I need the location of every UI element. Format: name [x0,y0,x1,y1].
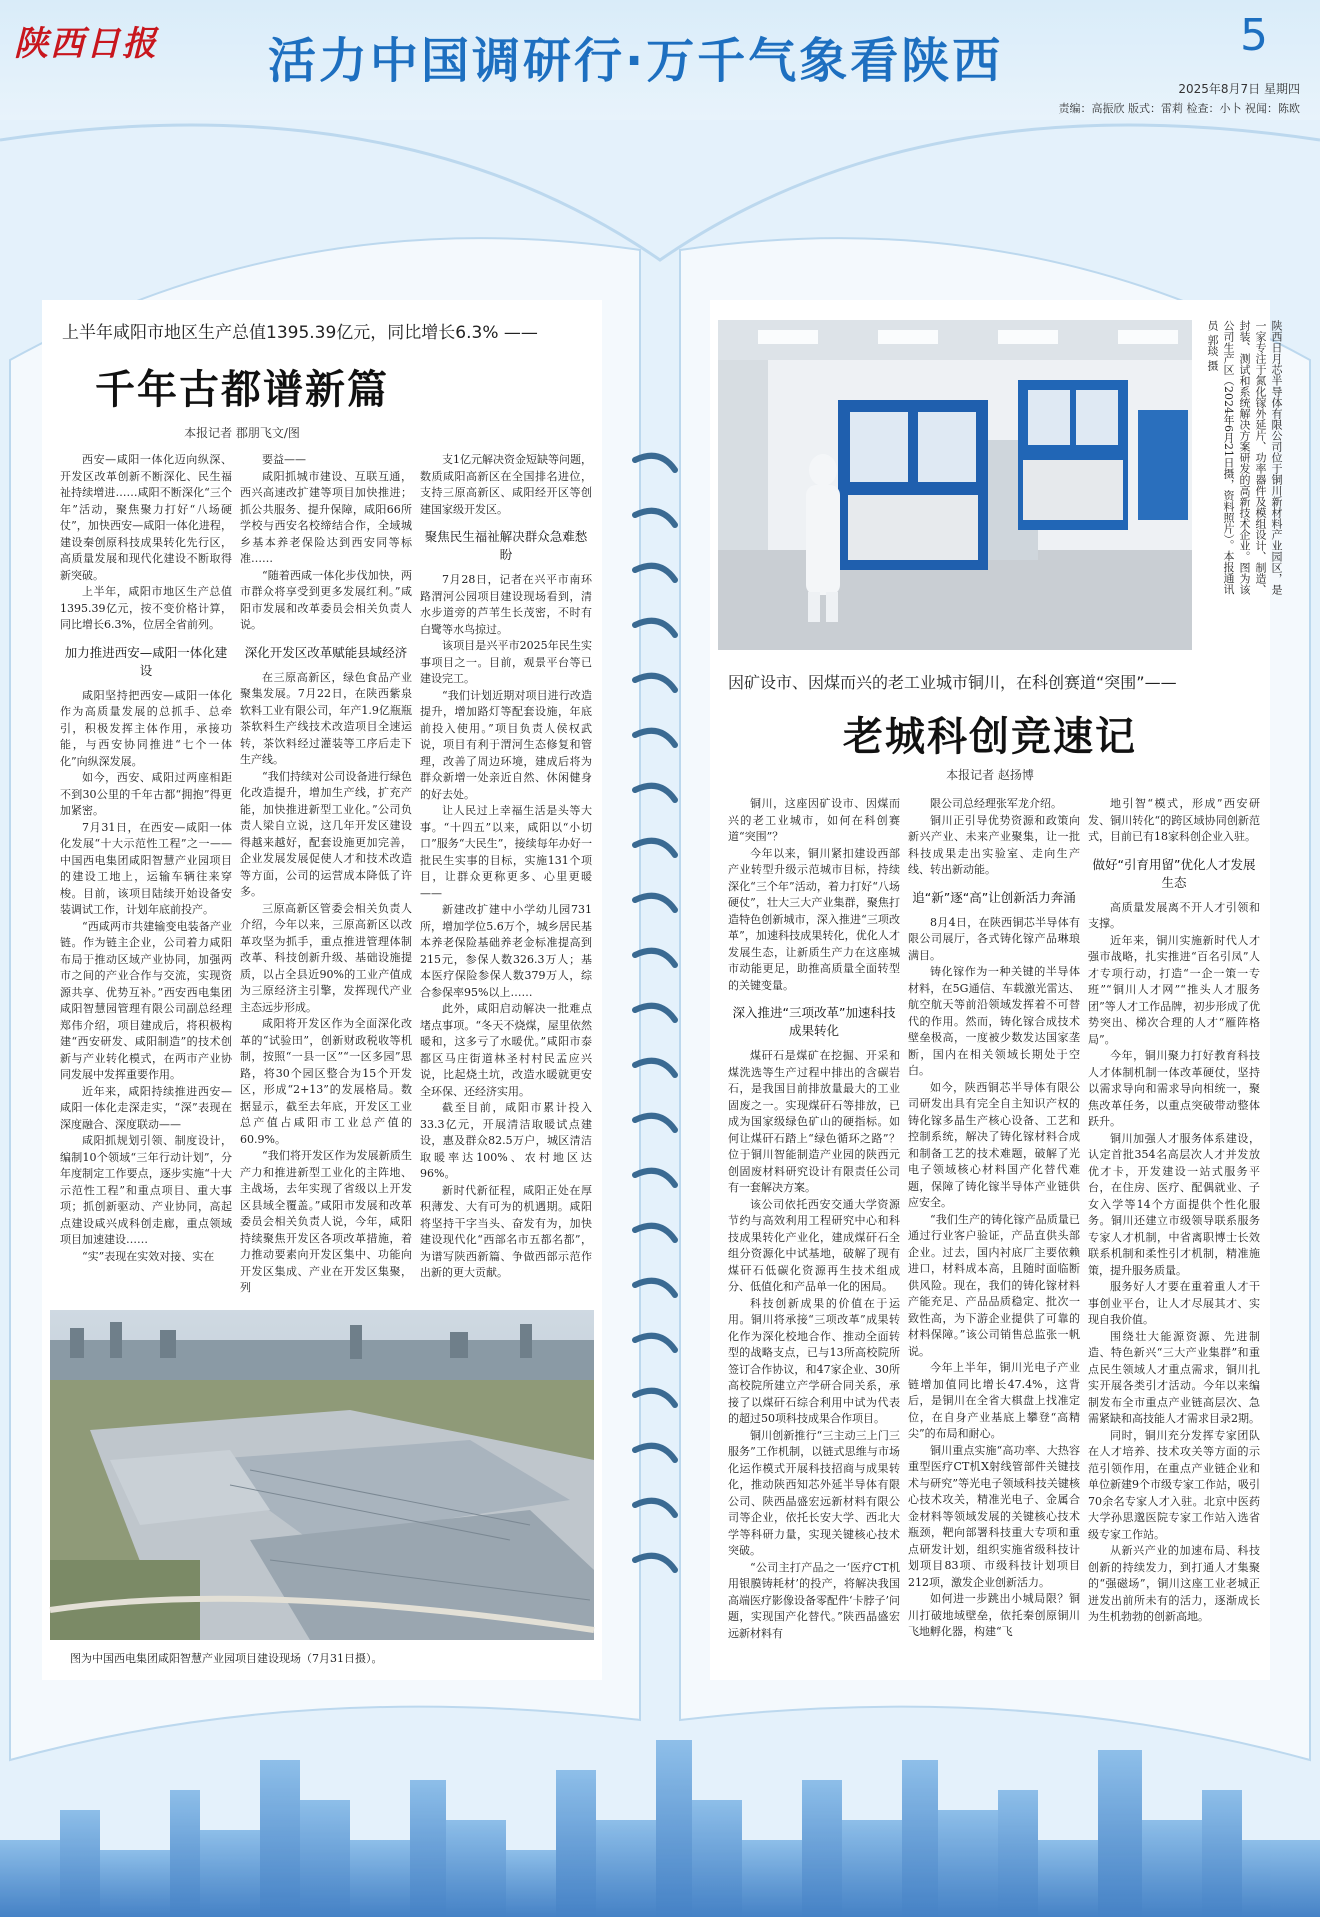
paragraph: 铜川正引导优势资源和政策向新兴产业、未来产业聚集，让一批科技成果走出实验室、走向生产线、转出新动能。 [908,813,1080,876]
paragraph: 新建改扩建中小学幼儿园731所，增加学位5.6万个，城乡居民基本养老保险基础养老金标准提高到215元，参保人数326.3万人；基本医疗保险参保人数379万人，综合参保率95%以上…… [420,903,592,999]
paragraph: 8月4日，在陕西铜芯半导体有限公司展厅，各式铸化镓产品琳琅满目。 [908,915,1080,962]
left-headline: 千年古都谱新篇 [95,367,389,413]
paragraph: “我们持续对公司设备进行绿色化改造提升，增加生产线，扩充产能，加快推进新型工业化。”公司负责人梁自立说，这几年开发区建设得越来越好，配套设施更加完善，企业发展发展促使人才和技术改造等方面，公司的运营成本降低了许多。 [240,769,412,898]
paragraph: 今年，铜川聚力打好教育科技人才体制机制一体改革硬仗，坚持以需求导向和需求导向相统一，聚焦改革任务，以重点突破带动整体跃升。 [1088,1049,1260,1128]
paragraph: 上半年，咸阳市地区生产总值1395.39亿元，按不变价格计算，同比增长6.3%，位居全省前列。 [60,585,232,631]
left-kicker: 上半年咸阳市地区生产总值1395.39亿元，同比增长6.3% —— [62,323,538,343]
paragraph: 咸阳抓城市建设、互联互通，西兴高速改扩建等项目加快推进；抓公共服务、提升保障，咸阳66所学校与西安名校缔结合作，全域城乡基本养老保险达到西安同等标准…… [240,469,412,565]
page-number: 5 [1240,10,1268,61]
paragraph: 煤矸石是煤矿在挖掘、开采和煤洗选等生产过程中排出的含碳岩石，是我国目前排放量最大的工业固废之一。实现煤矸石等排放，已成为国家级绿色矿山的硬指标。如何让煤矸石踏上“绿色循环之路”？位于铜川智能制造产业园的陕西元创固废材料研究设计有限责任公司有一套解决方案。 [728,1049,900,1194]
paragraph: 咸阳抓规划引领、制度设计，编制10个领域“三年行动计划”，分年度制定工作要点，逐步实施“十大示范性工程”和重点项目、重大事项；抓创新驱动、产业协同，高起点建设咸兴成科创走廊，重点领域项目加速建设…… [60,1134,232,1246]
paragraph: 咸阳坚持把西安—咸阳一体化作为高质量发展的总抓手、总牵引，积极发挥主体作用，承接功能，与西安协同推进“七个一体化”向纵深发展。 [60,688,232,768]
right-subheading-2: 追“新”逐“高”让创新活力奔涌 [912,889,1076,905]
paragraph: 服务好人才要在重着重人才干事创业平台，让人才尽展其才、实现自我价值。 [1088,1280,1260,1326]
paragraph: 铜川创新推行“三主动三上门三服务”工作机制，以链式思维与市场化运作模式开展科技招商与成果转化，推动陕西知芯外延半导体有限公司、陕西晶盛宏远新材料有限公司等企业，依托长安大学、西北大学等科研力量，实现关键核心技术突破。 [728,1428,900,1557]
paragraph: 围绕壮大能源资源、先进制造、特色新兴“三大产业集群”和重点民生领域人才重点需求，铜川扎实开展各类引才活动。今年以来编制发布全市重点产业链高层次、急需紧缺和高技能人才需求目录2期。 [1088,1329,1260,1425]
paragraph: 高质量发展离不开人才引领和支撑。 [1088,900,1260,930]
paragraph: 西安—咸阳一体化迈向纵深、开发区改革创新不断深化、民生福祉持续增进……咸阳不断深化“三个年”活动，聚焦聚力打好“八场硬仗”，加快西安—咸阳一体化进程，建设秦创原科技成果转化先行区，高质量发展和现代化建设不断取得新突破。 [60,453,232,582]
left-subheading-2: 深化开发区改革赋能县域经济 [244,644,408,660]
newspaper-logo: 陕西日报 [14,24,158,64]
editor-credits: 责编：高振欣 版式：雷莉 检查：小卜 祝闻：陈欧 [1058,102,1300,115]
paragraph: 7月31日，在西安—咸阳一体化发展“十大示范性工程”之一——中国西电集团咸阳智慧产业园项目的建设工地上，运输车辆往来穿梭。目前，该项目陆续开始设备安装调试工作，计划年底前投产。 [60,820,232,916]
right-headline: 老城科创竞速记 [843,714,1137,760]
paragraph: 要益—— [262,453,306,466]
right-photo-caption: 陕西日月芯半导体有限公司位于铜川新材料产业园区，是一家专注于氮化镓外延片、功率器件及模组设计、制造、封装、测试和系统解决方案研发的高新技术企业。图为该公司生产区（2024年6月21日摄，资料照片）。本报通讯员 郭琰 摄 [1206,320,1283,595]
paragraph: 近年来，咸阳持续推进西安—咸阳一体化走深走实，“深”表现在深度融合、深度联动—— [60,1084,232,1131]
left-photo-caption: 图为中国西电集团咸阳智慧产业园项目建设现场（7月31日摄）。 [70,1652,383,1665]
paragraph: 铜川，这座因矿设市、因煤而兴的老工业城市，如何在科创赛道“突围”？ [728,797,900,843]
left-byline: 本报记者 郡朋飞文/图 [184,426,300,440]
paragraph: 铸化镓作为一种关键的半导体材料，在5G通信、车载激光雷达、航空航天等前沿领域发挥着不可替代的作用。然而，铸化镓合成技术壁垒极高，一度被少数发达国家垄断，国内在相关领域长期处于空白。 [908,965,1080,1077]
paragraph: 该公司依托西安交通大学资源节约与高效利用工程研究中心和科技成果转化产业化，建成煤矸石全组分资源化中试基地，破解了现有煤矸石低碳化资源再生技术组成分、低值化和产品单一化的困局。 [728,1197,900,1293]
right-column-1 [728,796,900,1640]
paragraph: 科技创新成果的价值在于运用。铜川将承接“三项改革”成果转化作为深化校地合作、推动全面转型的战略支点，已与13所高校院所签订合作协议，和47家企业、30所高校院所建立产学研合同关系，承接了以煤矸石综合利用中试为代表的超过50项科技成果合作项目。 [728,1296,900,1425]
paragraph: “随着西咸一体化步伐加快，两市群众将享受到更多发展红利。”咸阳市发展和改革委员会相关负责人说。 [240,568,412,631]
paragraph: “公司主打产品之一‘医疗CT机用银膜铸耗材’的投产，将解决我国高端医疗影像设备零配件‘卡脖子’问题，实现国产化替代。”陕西晶盛宏远新材料有 [728,1560,900,1640]
paragraph: 同时，铜川充分发挥专家团队在人才培养、技术攻关等方面的示范引领作用，在重点产业链企业和单位新建9个市级专家工作站，吸引70余名专家人才入驻。北京中医药大学孙思邈医院专家工作站入选省级专家工作站。 [1088,1428,1260,1541]
paragraph: “西咸两市共建输变电装备产业链。作为链主企业，公司着力咸阳布局于推动区域产业协同，加强两市之间的产业合作与交流，实现资源共享、优势互补。”西安西电集团咸阳智慧园管理有限公司副总经理郑伟介绍，项目建成后，将积极构建“西安研发、咸阳制造”的技术创新与产业转化模式，在两市产业协同发展中发挥重要作用。 [60,919,232,1081]
right-byline: 本报记者 赵扬博 [946,768,1034,782]
paragraph: 让人民过上幸福生活是头等大事。“十四五”以来，咸阳以“小切口”服务“大民生”，接续每年办好一批民生实事的目标，实施131个项目，让群众更称更多、心里更暖—— [420,804,592,900]
paragraph: 铜川加强人才服务体系建设，认定首批354名高层次人才并发放优才卡，开发建设一站式服务平台，在住房、医疗、配偶就业、子女入学等14个方面提供个性化服务。铜川还建立市级领导联系服务专家人才机制，中省离职博士长效联系机制和柔性引才机制，精准施策，提升服务质量。 [1088,1131,1260,1277]
right-subheading-3: 做好“引育用留”优化人才发展生态 [1092,856,1256,890]
paragraph: 今年上半年，铜川光电子产业链增加值同比增长47.4%，这背后，是铜川在全省大棋盘上找准定位，在自身产业基底上攀登“高精尖”的布局和耐心。 [908,1361,1080,1440]
dateline: 2025年8月7日 星期四 [1178,82,1300,96]
paragraph: 咸阳将开发区作为全面深化改革的“试验田”，创新财政税收等机制，按照“一县一区”“一区多园”思路，将30个园区整合为15个开发区，形成“2+13”的发展格局。数据显示，截至去年底，开发区工业总产值占咸阳市工业总产值的60.9%。 [240,1017,412,1146]
section-banner: 活力中国调研行·万千气象看陕西 [268,33,1004,89]
left-subheading-1: 加力推进西安—咸阳一体化建设 [64,644,228,678]
left-column-3 [420,452,592,1279]
paragraph: 在三原高新区，绿色食品产业聚集发展。7月22日，在陕西紫泉软料工业有限公司，年产1.9亿瓶瓶茶软料生产线技术改造项目全速运转，茶饮料经过灌装等工序后走下生产线。 [240,670,412,766]
left-article [42,300,602,1680]
paragraph: 该项目是兴平市2025年民生实事项目之一。目前，观景平台等已建设完工。 [420,639,592,685]
paragraph: “我们将开发区作为发展新质生产力和推进新型工业化的主阵地、主战场，去年实现了省级以上开发区县域全覆盖。”咸阳市发展和改革委员会相关负责人说，今年，咸阳持续聚焦开发区各项改革措施，着力推动要素向开发区集中、功能向开发区集成、产业在开发区集聚，列 [240,1149,412,1294]
paragraph: 地引智“模式，形成”西安研发、铜川转化“的跨区域协同创新范式，目前已有18家科创企业入驻。 [1088,797,1260,843]
paragraph: 近年来，铜川实施新时代人才强市战略，扎实推进“百名引凤”人才专项行动，打造“一企一策一专班”“铜川人才网”“推头人才服务团”等人才工作品牌，初步形成了优势突出、梯次合理的人才“雁阵格局”。 [1088,933,1260,1046]
right-subheading-1: 深入推进“三项改革”加速科技成果转化 [732,1005,896,1038]
paragraph: 支1亿元解决资金短缺等问题，数质咸阳高新区在全国排名进位，支持三原高新区、咸阳经开区等创建国家级开发区。 [420,453,592,516]
city-skyline-decoration [0,1700,1320,1917]
paragraph: 此外，咸阳启动解决一批难点堵点事项。“冬天不烧煤，屋里依然暖和，这多亏了水暖优。”咸阳市泰都区马庄街道林圣村村民孟应兴说，比起烧土坑，改造水暖就更安全环保、还经济实用。 [420,1002,592,1098]
paragraph: 截至目前，咸阳市累计投入33.3亿元，开展清洁取暖试点建设，惠及群众82.5万户，城区清洁取暖率达100%、农村地区达96%。 [420,1101,592,1180]
paragraph: 从新兴产业的加速布局、科技创新的持续发力，到打通人才集聚的“强磁场”，铜川这座工业老城正迸发出前所未有的活力，逐渐成长为生机勃勃的创新高地。 [1088,1544,1260,1623]
right-article [710,300,1283,1680]
paragraph: “我们生产的铸化镓产品质量已通过行业客户验证，产品直供头部企业。过去，国内衬底厂主要依赖进口，材料成本高，且随时面临断供风险。现在，我们的铸化镓材料产能充足、产品品质稳定、批次一致性高，为下游企业提供了可靠的材料保障。”该公司销售总监张一帆说。 [908,1212,1080,1358]
paragraph: 如今，西安、咸阳过两座相距不到30公里的千年古都“拥抱”得更加紧密。 [60,771,232,817]
left-subheading-3: 聚焦民生福祉解决群众急难愁盼 [424,529,588,562]
cleanroom-production-photo [718,320,1192,650]
paragraph: 今年以来，铜川紧扣建设西部产业转型升级示范城市目标，持续深化“三个年”活动，着力打好“八场硬仗”，壮大三大产业集群，聚焦打造特色创新城市，深入推进“三项改革”，加速科技成果转化，优化人才发展生态，让新质生产力在这座城市动能更足，助推高质量全面转型的关键变量。 [728,846,900,992]
paragraph: 三原高新区管委会相关负责人介绍，今年以来，三原高新区以改革攻坚为抓手，重点推进管理体制改革、科技创新升级、基础设施提质，以占全县近90%的工业产值成为三原经济主引擎，发挥现代产业主态远步形成。 [240,901,412,1014]
paragraph: 新时代新征程，咸阳正处在厚积薄发、大有可为的机遇期。咸阳将坚持干字当头、奋发有为，加快建设现代化“西部名市五都名都”，为谱写陕西新篇、争做西部示范作出新的更大贡献。 [420,1183,592,1279]
left-column-2 [240,452,412,1294]
paragraph: 如今，陕西铜芯半导体有限公司研发出具有完全自主知识产权的铸化镓多晶生产核心设备、工艺和控制系统，解决了铸化镓材料合成和制备工艺的技术难题，破解了光电子领域核心材料国产化替代难题，保障了铸化镓半导体产业链供应安全。 [908,1080,1080,1209]
paragraph: 如何进一步跳出小城局限？铜川打破地域壁垒，依托秦创原铜川飞地孵化器，构建“飞 [908,1592,1080,1638]
right-kicker: 因矿设市、因煤而兴的老工业城市铜川，在科创赛道“突围”—— [728,673,1177,692]
paragraph: 限公司总经理张军龙介绍。 [930,797,1062,810]
paragraph: 铜川重点实施“高功率、大热容重型医疗CT机X射线管部件关键技术与研究”等光电子领域科技关键核心技术攻关，精准光电子、金属合金材料等领域发展的关键核心技术瓶颈，靶向部署科技重大专项和重点研发计划，组织实施省级科技计划项目83项、市级科技计划项目212项，激发企业创新活力。 [908,1443,1080,1589]
right-column-2 [908,796,1080,1636]
paragraph: “实”表现在实效对接、实在 [82,1249,215,1263]
right-column-3 [1088,796,1260,1636]
paragraph: “我们计划近期对项目进行改造提升，增加路灯等配套设施，年底前投入使用。”项目负责人侯权武说，项目有利于渭河生态修复和管理，改善了周边环境，建成后将为群众新增一处亲近自然、休闲健身的好去处。 [420,688,592,801]
industrial-park-aerial-photo [50,1310,594,1640]
left-column-1 [60,452,232,1263]
paragraph: 7月28日，记者在兴平市南环路渭河公园项目建设现场看到，清水步道旁的芦苇生长茂密，不时有白鹭等水鸟掠过。 [420,573,592,636]
